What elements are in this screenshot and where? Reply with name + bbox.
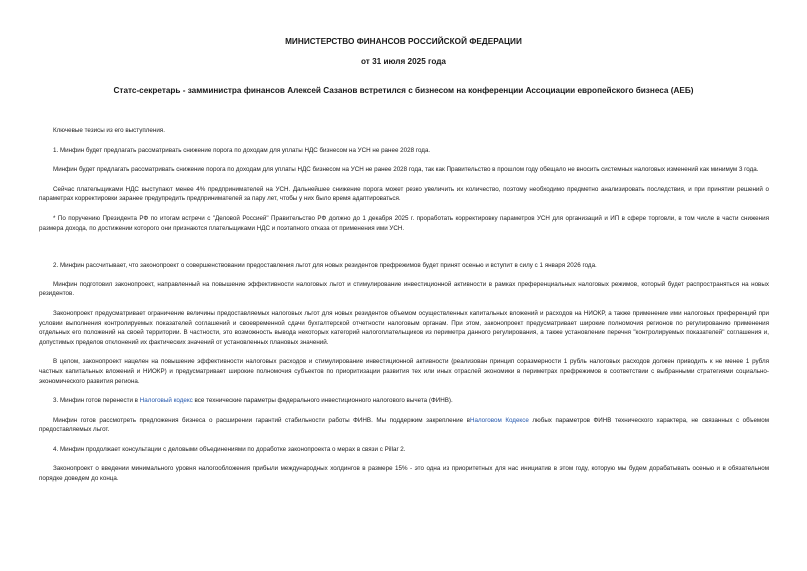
paragraph-thesis-3-text-before: 3. Минфин готов перенести в bbox=[53, 397, 140, 405]
paragraph-thesis-4: 4. Минфин продолжает консультации с деловыми объединениями по доработке законопроекта о мерах в связи с Pillar 2. bbox=[53, 445, 406, 453]
paragraph-thesis-1-footnote: * По поручению Президента РФ по итогам встречи с "Деловой Россией" Правительство РФ должно до 1 декабря 2025 г. проработать корректировку параметров УСН для организаций и ИП в сфере торговли, в том числе в части снижения размера дохода, по достижении которого они признаются плательщиками НДС и поэтапного отказа от применения ими УСН. bbox=[39, 214, 769, 232]
paragraph-thesis-3-detail-before: Минфин готов рассмотреть предложения бизнеса о расширении гарантий стабильности работы ФИНВ. Мы поддержим закрепление в bbox=[53, 416, 470, 424]
paragraph-thesis-2: 2. Минфин рассчитывает, что законопроект о совершенствовании предоставления льгот для новых резидентов префрежимов будет принят осенью и вступит в силу с 1 января 2026 года. bbox=[53, 262, 597, 270]
tax-code-link[interactable]: Налоговый кодекс bbox=[139, 397, 193, 405]
tax-code-link-2[interactable]: Налоговом Кодексе bbox=[469, 416, 529, 424]
paragraph-thesis-3-text-after: все технические параметры федерального инвестиционного налогового вычета (ФИНВ). bbox=[192, 397, 453, 405]
paragraph-thesis-2-summary: В целом, законопроект нацелен на повышение эффективности налоговых расходов и стимулирование инвестиционной активности (реализован принцип соразмерности 1 рубль налоговых расходов должен приводить к не менее 1 рубля частных капитальных вложений и НИОКР) и предусматривает широкие полномочия субъектов по приоритизации развития тех или иных отраслей экономики в периметрах префрежимов в соответствии с выбранными стратегиями социально-экономического развития региона. bbox=[39, 358, 769, 385]
paragraph-thesis-2-detail: Минфин подготовил законопроект, направленный на повышение эффективности налоговых льгот и стимулирование инвестиционной активности в рамках преференциальных налоговых режимов, который будет распространяться на новых резидентов. bbox=[39, 280, 769, 298]
paragraph-thesis-3-detail-after: любых параметров ФИНВ технического характера, не связанных с объемом предоставляемых льгот. bbox=[39, 416, 769, 434]
document-body bbox=[39, 126, 769, 484]
paragraph-intro: Ключевые тезисы из его выступления. bbox=[53, 127, 165, 134]
ministry-title: МИНИСТЕРСТВО ФИНАНСОВ РОССИЙСКОЙ ФЕДЕРАЦИИ bbox=[285, 37, 522, 46]
paragraph-thesis-3-detail bbox=[39, 416, 769, 435]
paragraph-thesis-1-detail: Минфин будет предлагать рассматривать снижение порога по доходам для уплаты НДС бизнесом на УСН не ранее 2028 года, так как Правительство в прошлом году обещало не вносить системных налоговых изменений как минимум 3 года. bbox=[53, 166, 759, 174]
paragraph-thesis-1: 1. Минфин будет предлагать рассматривать снижение порога по доходам для уплаты НДС бизнесом на УСН не ранее 2028 года. bbox=[53, 146, 431, 154]
paragraph-thesis-3 bbox=[39, 396, 769, 406]
document-date: от 31 июля 2025 года bbox=[361, 57, 446, 66]
document-headline: Статс-секретарь - замминистра финансов Алексей Сазанов встретился с бизнесом на конференции Ассоциации европейского бизнеса (АЕБ) bbox=[113, 86, 694, 95]
paragraph-thesis-2-provisions: Законопроект предусматривает ограничение величины предоставляемых налоговых льгот для новых резидентов объемом осуществленных капитальных вложений и расходов на НИОКР, а также применение ими налоговых преференций при условии выполнения контролируемых показателей соглашений и своевременной сдачи бухгалтерской отчетности налоговым органам. При этом, законопроект предусматривает широкие полномочия регионов по регулированию применения отдельных его положений на своей территории. В частности, это возможность вывода некоторых категорий налогоплательщиков из периметра данного регулирования, а также установление перечня "контролируемых показателей" соглашения и, допустимых пределов отклонений их фактических значений от установленных плановых значений. bbox=[39, 309, 769, 346]
paragraph-thesis-4-detail: Законопроект о введении минимального уровня налогообложения прибыли международных холдингов в размере 15% - это одна из приоритетных для нас инициатив в этом году, которую мы будем дорабатывать осенью и в обязательном порядке доведем до конца. bbox=[39, 465, 769, 483]
paragraph-thesis-1-analysis: Сейчас плательщиками НДС выступают менее 4% предпринимателей на УСН. Дальнейшее снижение порога может резко увеличить их количество, поэтому необходимо предметно анализировать последствия, и при принятии решений о параметрах корректировки заранее предупредить предпринимателей за пару лет, чтобы у них было время адаптироваться. bbox=[39, 185, 769, 203]
